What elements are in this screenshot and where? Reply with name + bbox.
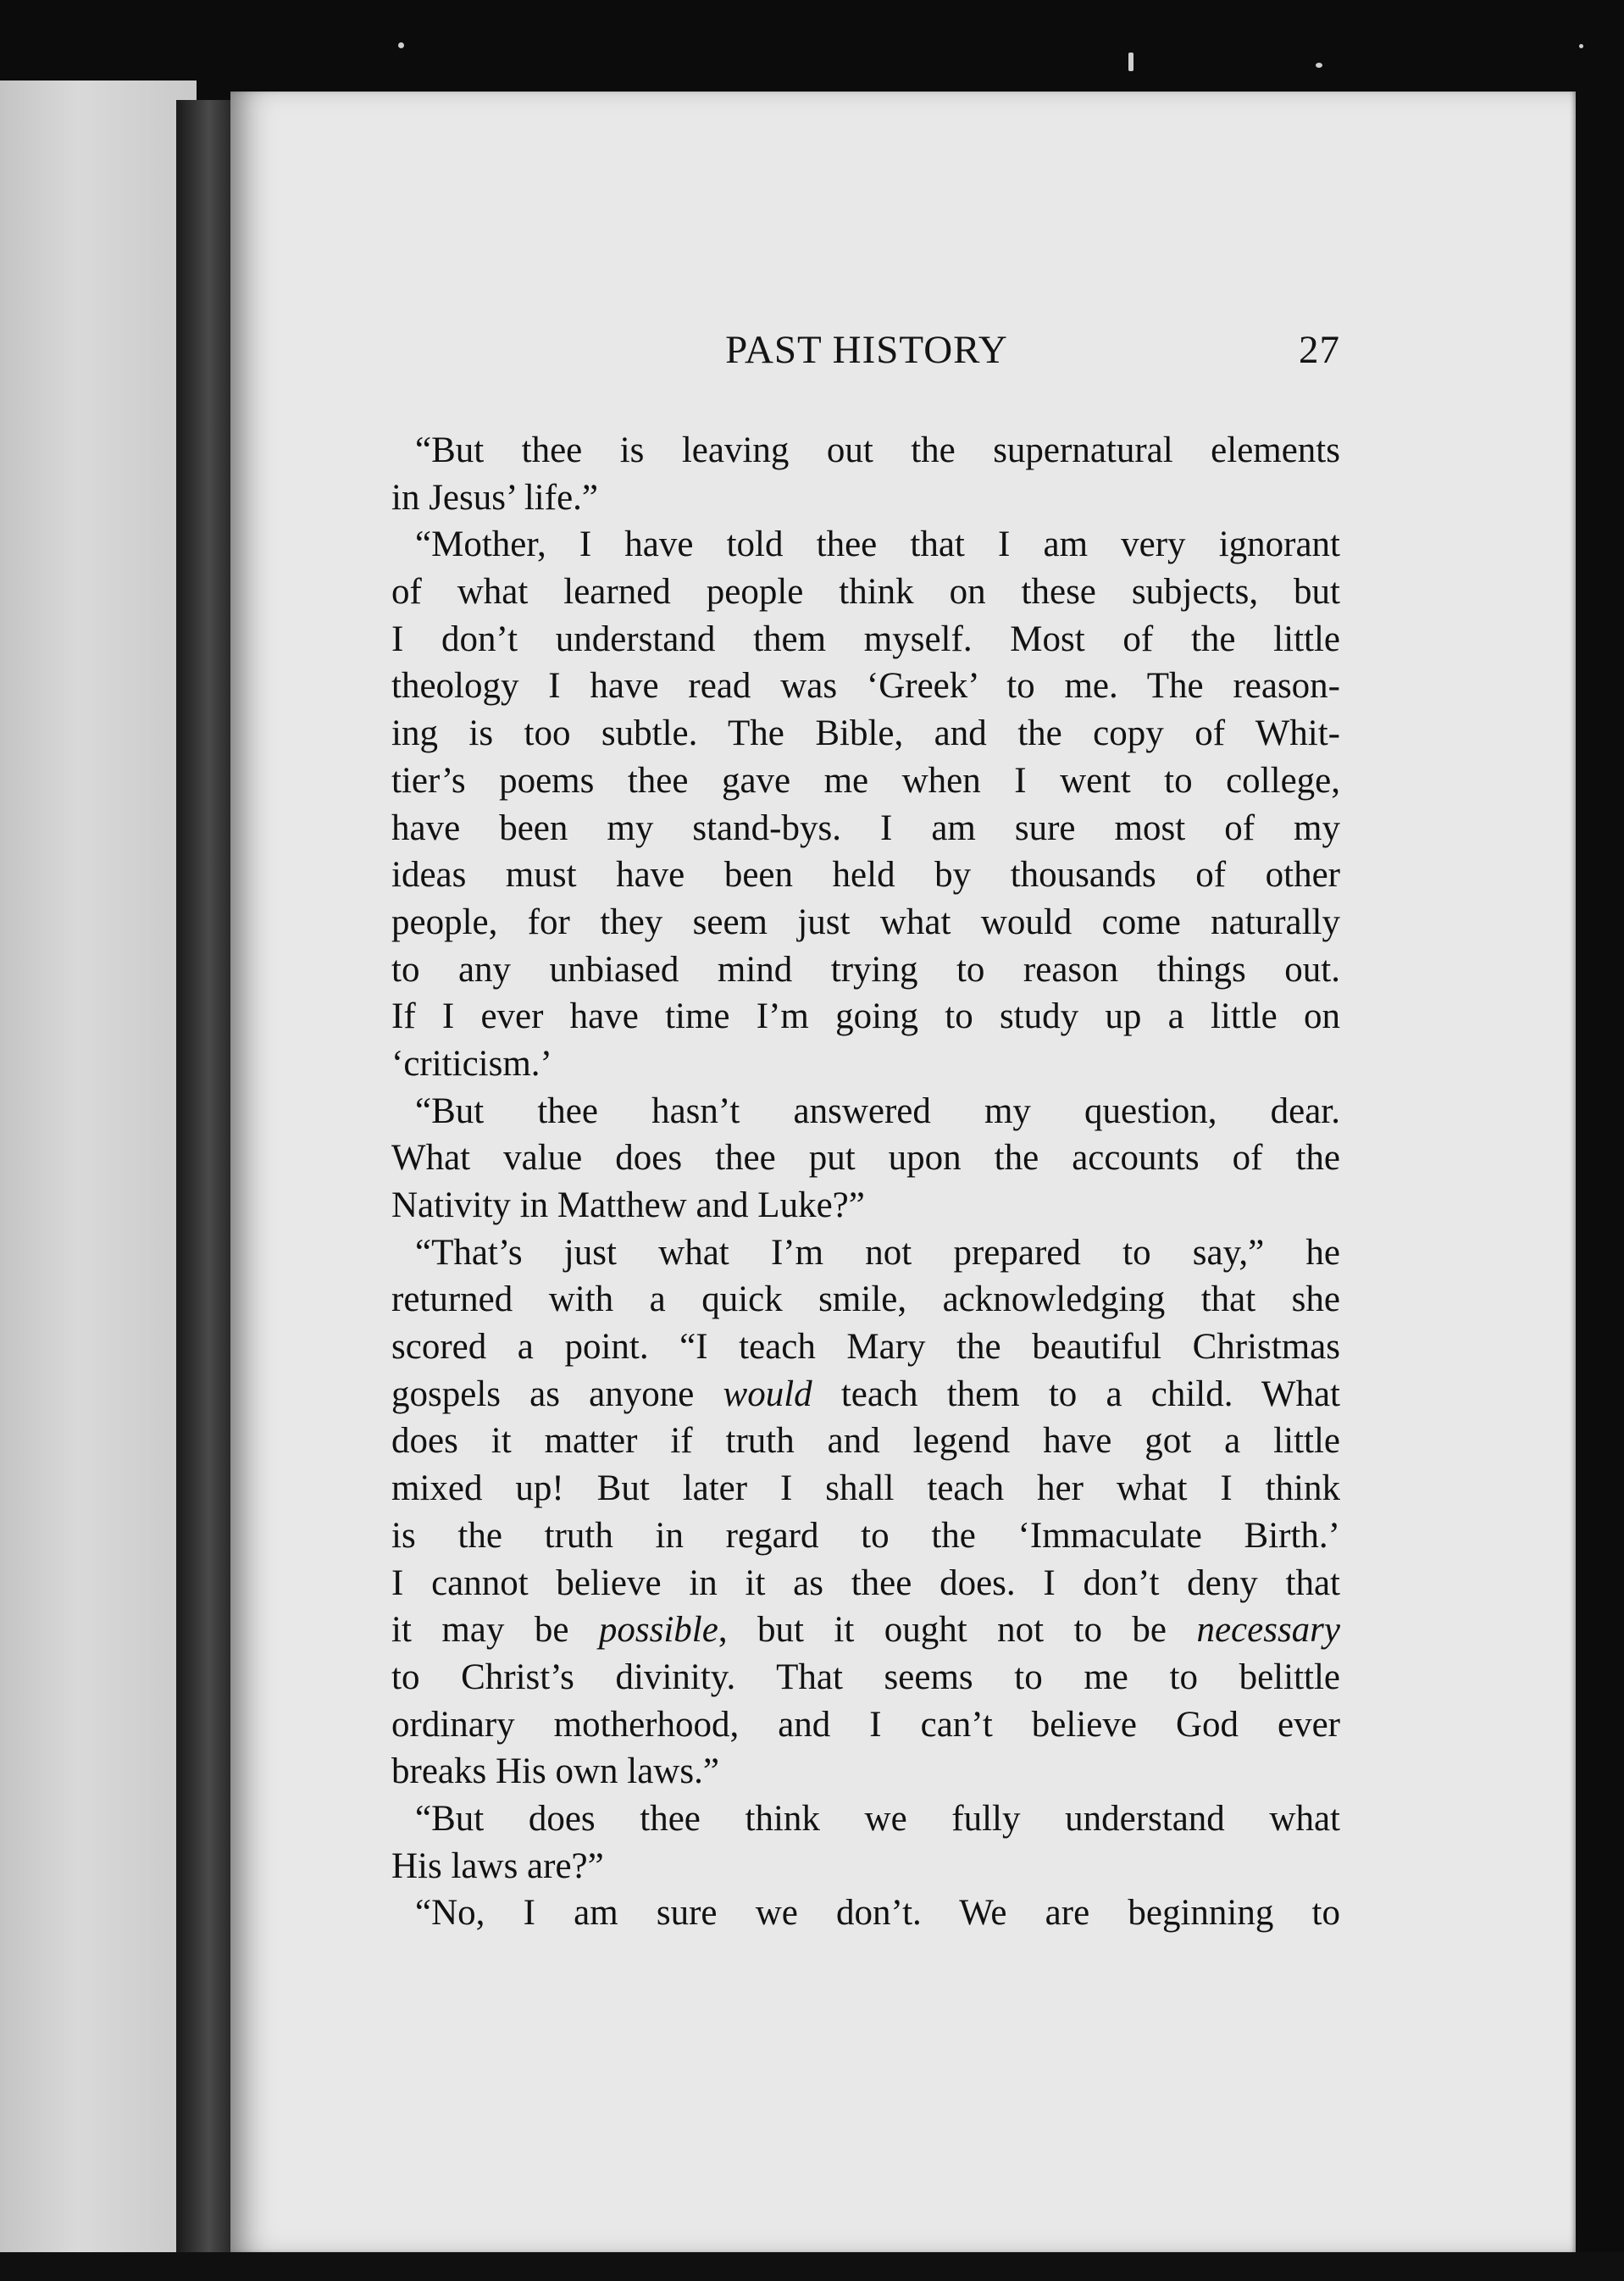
text-run: it may be xyxy=(391,1610,599,1651)
italic-emphasis: would xyxy=(723,1374,812,1414)
text-run: teach them to a child. What xyxy=(812,1374,1340,1414)
text-line: “But does thee think we fully understand what xyxy=(415,1798,1340,1839)
text-line: “No, I am sure we don’t. We are beginning to xyxy=(415,1893,1340,1934)
text-line xyxy=(391,1371,1340,1418)
text-line: I cannot believe in it as thee does. I don’t deny that xyxy=(391,1562,1340,1603)
text-line: “But thee hasn’t answered my question, dear. xyxy=(415,1091,1340,1131)
text-line: I don’t understand them myself. Most of the little xyxy=(391,619,1340,659)
text-line: in Jesus’ life.” xyxy=(391,477,598,518)
text-line: What value does thee put upon the accounts of the xyxy=(391,1138,1340,1179)
text-run: , but it ought not to be xyxy=(718,1610,1197,1651)
text-run: gospels as anyone xyxy=(391,1374,723,1414)
page-number: 27 xyxy=(1299,328,1340,372)
text-line xyxy=(391,1607,1340,1654)
text-line: ing is too subtle. The Bible, and the copy of Whit- xyxy=(391,713,1340,754)
text-line: Nativity in Matthew and Luke?” xyxy=(391,1185,865,1225)
italic-emphasis: necessary xyxy=(1196,1610,1340,1651)
running-header xyxy=(393,327,1340,378)
scan-speck xyxy=(1579,44,1583,48)
text-line: people, for they seem just what would come naturally xyxy=(391,902,1340,942)
scan-speck xyxy=(1128,53,1133,71)
text-line: ordinary motherhood, and I can’t believe God ever xyxy=(391,1704,1340,1745)
text-line: does it matter if truth and legend have got a little xyxy=(391,1421,1340,1462)
text-line: theology I have read was ‘Greek’ to me. The reason- xyxy=(391,666,1340,707)
text-line: scored a point. “I teach Mary the beautiful Christmas xyxy=(391,1327,1340,1368)
text-line: to any unbiased mind trying to reason things out. xyxy=(391,949,1340,990)
text-line: have been my stand-bys. I am sure most of my xyxy=(391,808,1340,848)
text-line: mixed up! But later I shall teach her what I think xyxy=(391,1468,1340,1509)
text-line: of what learned people think on these subjects, but xyxy=(391,572,1340,613)
body-text xyxy=(391,427,1340,1937)
text-line: If I ever have time I’m going to study up a little on xyxy=(391,996,1340,1037)
text-line: “Mother, I have told thee that I am very ignorant xyxy=(415,524,1340,565)
scan-speck xyxy=(398,42,404,48)
italic-emphasis: possible xyxy=(598,1610,718,1651)
scan-speck xyxy=(1316,63,1322,68)
running-title: PAST HISTORY xyxy=(725,328,1008,372)
text-line: ideas must have been held by thousands of other xyxy=(391,855,1340,896)
previous-page-edge xyxy=(0,80,197,2254)
text-line: tier’s poems thee gave me when I went to college, xyxy=(391,760,1340,801)
text-line: to Christ’s divinity. That seems to me to belittle xyxy=(391,1657,1340,1697)
text-line: returned with a quick smile, acknowledging that she xyxy=(391,1279,1340,1320)
text-line: “That’s just what I’m not prepared to say,” he xyxy=(415,1232,1340,1273)
text-line: is the truth in regard to the ‘Immaculate Birth.’ xyxy=(391,1515,1340,1556)
text-line: ‘criticism.’ xyxy=(391,1043,552,1084)
bottom-scan-edge xyxy=(0,2252,1624,2281)
binding-gutter xyxy=(176,100,236,2252)
text-line: His laws are?” xyxy=(391,1845,604,1886)
text-line: breaks His own laws.” xyxy=(391,1751,719,1792)
text-line: “But thee is leaving out the supernatural elements xyxy=(415,430,1340,470)
